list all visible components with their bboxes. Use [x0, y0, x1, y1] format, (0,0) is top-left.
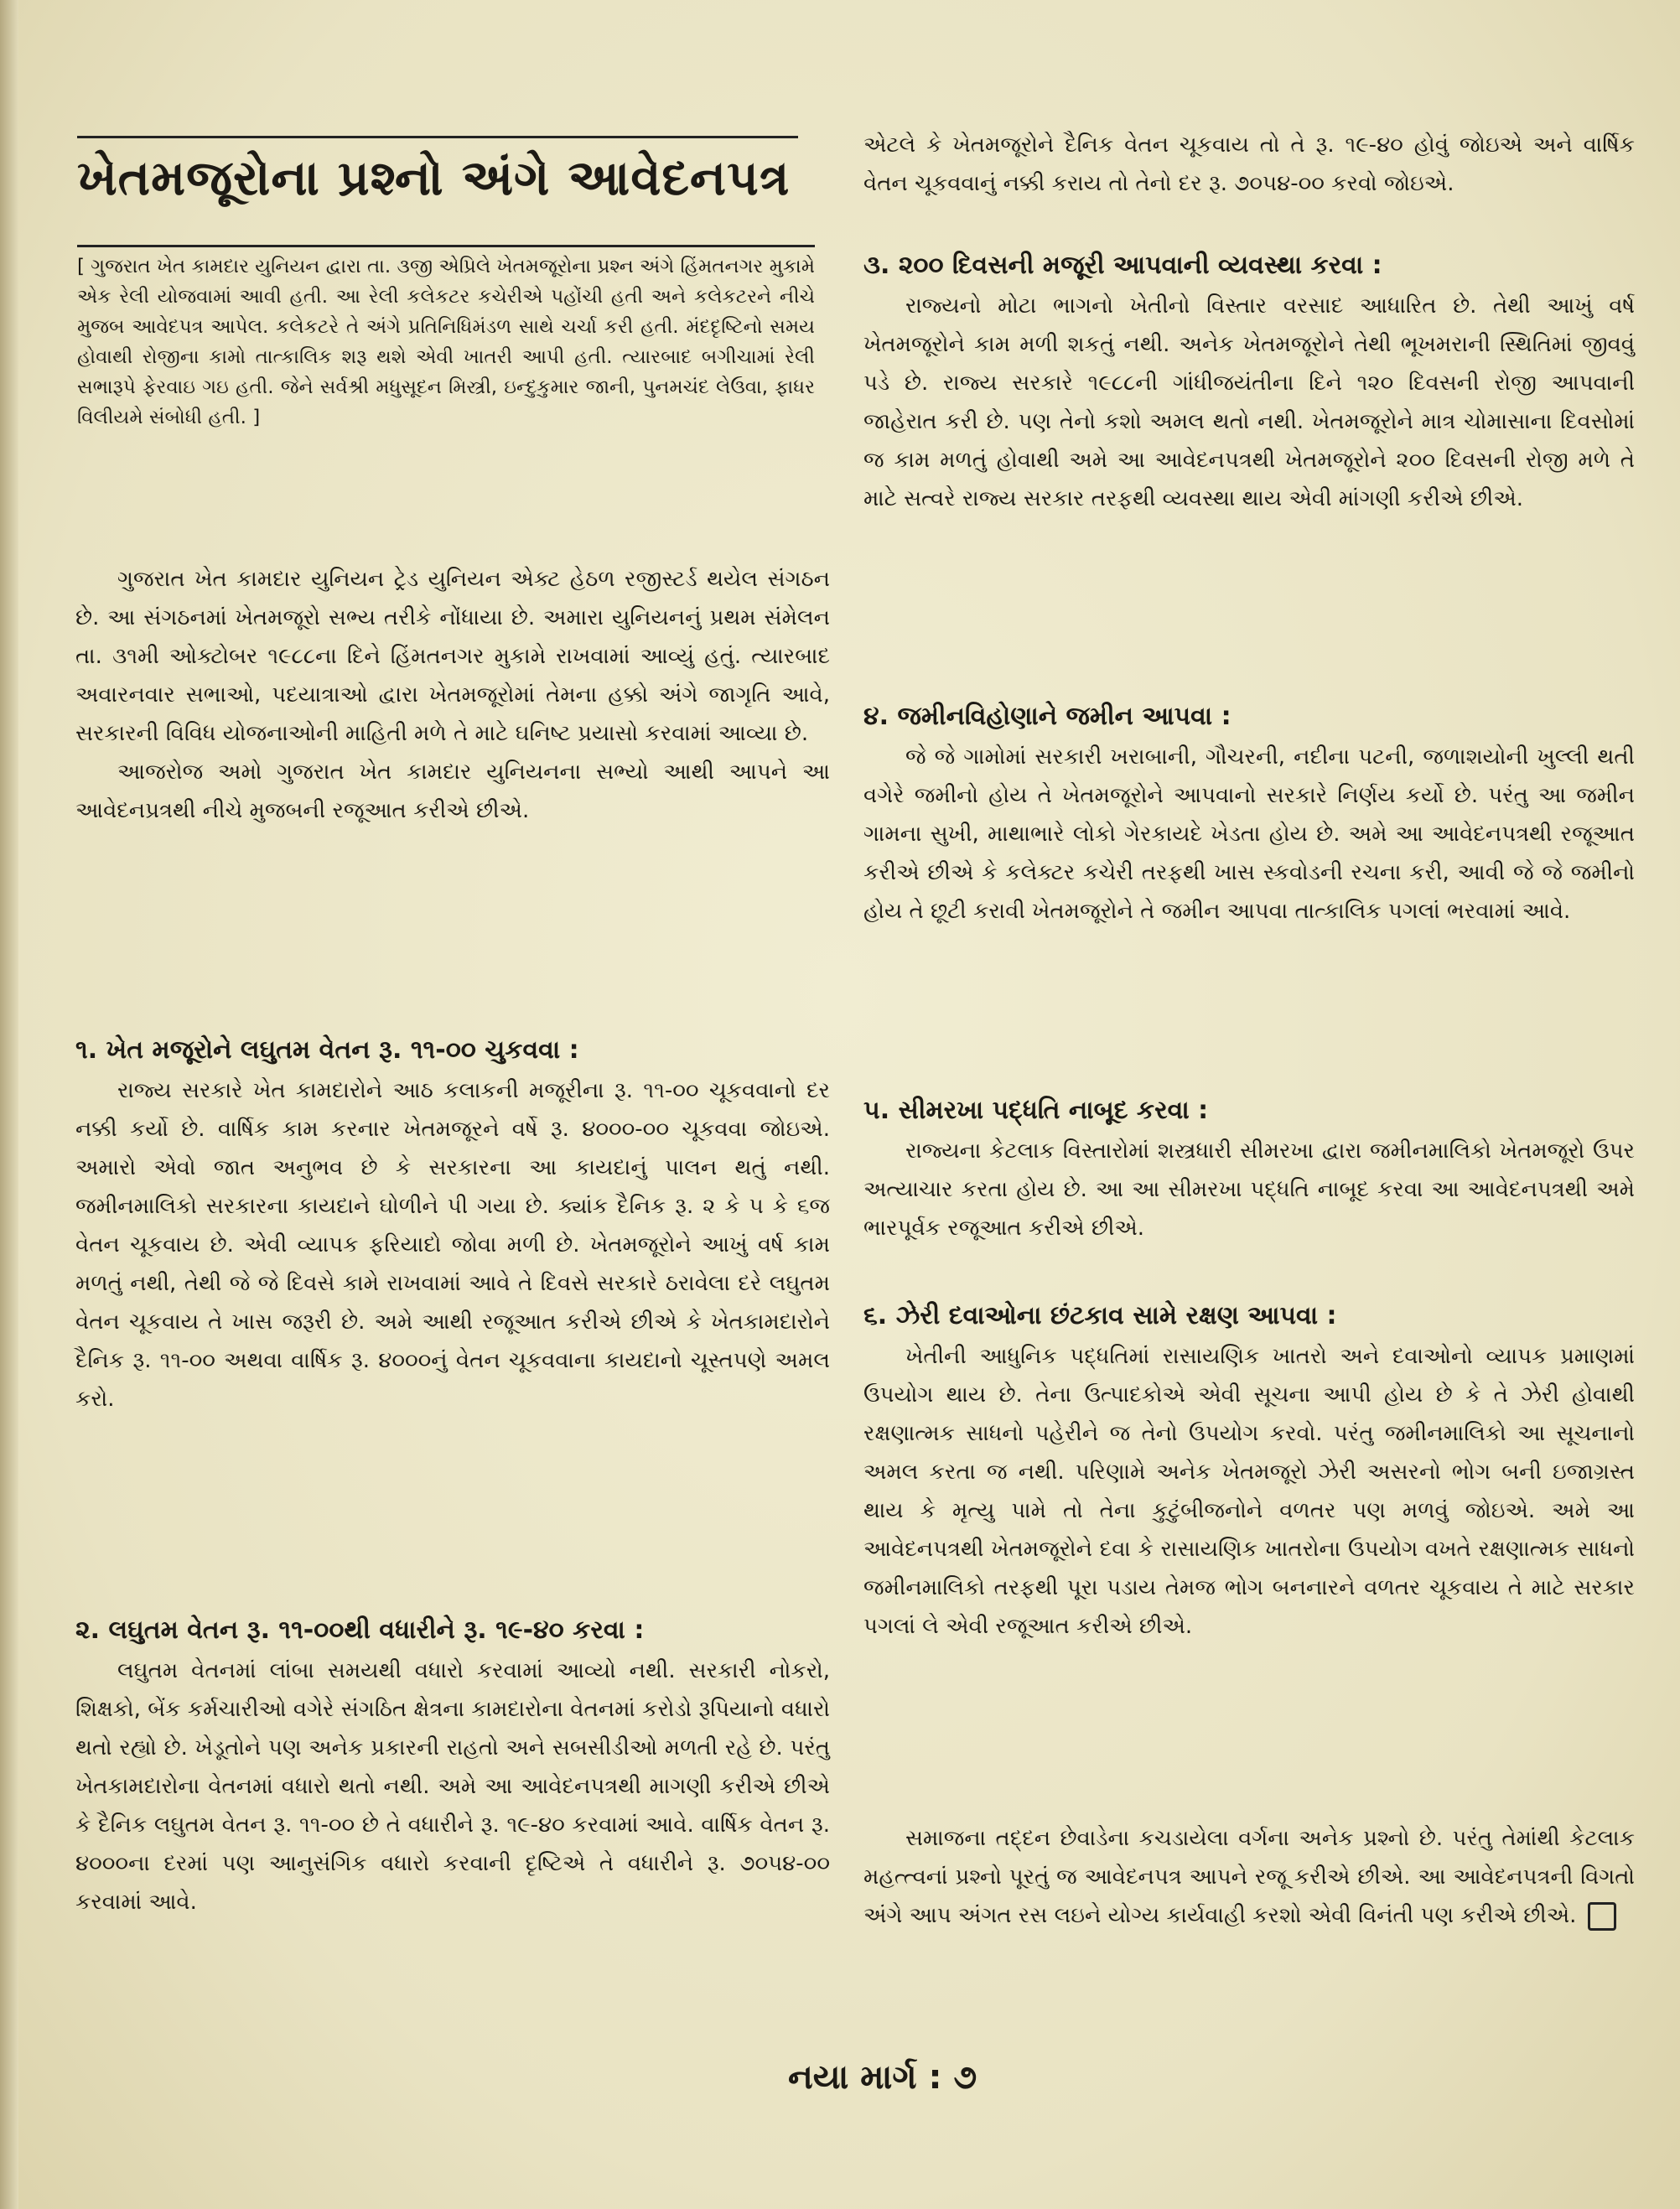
paragraph-union: ગુજરાત ખેત કામદાર યુનિયન ટ્રેડ યુનિયન એક્ટ હેઠળ રજીસ્ટર્ડ થયેલ સંગઠન છે. આ સંગઠનમાં ખેતમજૂરો સભ્ય તરીકે નોંધાયા છે. અમારા યુનિયનનું પ્રથમ સંમેલન તા. ૩૧મી ઓક્ટોબર ૧૯૮૮ના દિને હિંમતનગર મુકામે રાખવામાં આવ્યું હતું. ત્યારબાદ અવારનવાર સભાઓ, પદયાત્રાઓ દ્વારા ખેતમજૂરોમાં તેમના હક્કો અંગે જાગૃતિ આવે, સરકારની વિવિધ યોજનાઓની માહિતી મળે તે માટે ઘનિષ્ટ પ્રયાસો કરવામાં આવ્યા છે. [75, 567, 830, 746]
heading-6: ૬. ઝેરી દવાઓના છંટકાવ સામે રક્ષણ આપવા : [863, 1301, 1337, 1330]
paragraph-1: રાજ્ય સરકારે ખેત કામદારોને આઠ કલાકની મજૂરીના રૂ. ૧૧-૦૦ ચૂકવવાનો દર નક્કી કર્યો છે. વાર્ષિક કામ કરનાર ખેતમજૂરને વર્ષે રૂ. ૪૦૦૦-૦૦ ચૂકવવા જોઇએ. અમારો એવો જાત અનુભવ છે કે સરકારના આ કાયદાનું પાલન થતું નથી. જમીનમાલિકો સરકારના કાયદાને ઘોળીને પી ગયા છે. ક્યાંક દૈનિક રૂ. ૨ કે ૫ કે ૬જ વેતન ચૂકવાય છે. એવી વ્યાપક ફરિયાદો જોવા મળી છે. ખેતમજૂરોને આખું વર્ષ કામ મળતું નથી, તેથી જે જે દિવસે કામે રાખવામાં આવે તે દિવસે સરકારે ઠરાવેલા દરે લઘુતમ વેતન ચૂકવાય તે ખાસ જરૂરી છે. અમે આથી રજૂઆત કરીએ છીએ કે ખેતકામદારોને દૈનિક રૂ. ૧૧-૦૦ અથવા વાર્ષિક રૂ. ૪૦૦૦નું વેતન ચૂકવવાના કાયદાનો ચૂસ્તપણે અમલ કરો. [75, 1078, 830, 1412]
paragraph-closing [863, 1819, 1635, 1935]
section-6 [863, 1295, 1635, 1646]
heading-1: ૧. ખેત મજૂરોને લઘુતમ વેતન રૂ. ૧૧-૦૦ ચુકવવા : [75, 1035, 579, 1065]
section-4 [863, 696, 1635, 931]
paragraph-6: ખેતીની આધુનિક પદ્ધતિમાં રાસાયણિક ખાતરો અને દવાઓનો વ્યાપક પ્રમાણમાં ઉપયોગ થાય છે. તેના ઉત્પાદકોએ એવી સૂચના આપી હોય છે કે તે ઝેરી હોવાથી રક્ષણાત્મક સાધનો પહેરીને જ તેનો ઉપયોગ કરવો. પરંતુ જમીનમાલિકો આ સૂચનાનો અમલ કરતા જ નથી. પરિણામે અનેક ખેતમજૂરો ઝેરી અસરનો ભોગ બની ઇજાગ્રસ્ત થાય કે મૃત્યુ પામે તો તેના કુટુંબીજનોને વળતર પણ મળવું જોઇએ. અમે આ આવેદનપત્રથી ખેતમજૂરોને દવા કે રાસાયણિક ખાતરોના ઉપયોગ વખતે રક્ષણાત્મક સાધનો જમીનમાલિકો તરફથી પૂરા પડાય તેમજ ભોગ બનનારને વળતર ચૂકવાય તે માટે સરકાર પગલાં લે એવી રજૂઆત કરીએ છીએ. [863, 1344, 1635, 1639]
page-footer: નયા માર્ગ : ૭ [788, 2058, 977, 2097]
section-2 [75, 1610, 830, 1921]
end-mark-icon [1588, 1902, 1616, 1931]
heading-2: ૨. લઘુતમ વેતન રૂ. ૧૧-૦૦થી વધારીને રૂ. ૧૯-૪૦ કરવા : [75, 1615, 645, 1645]
paragraph-today: આજરોજ અમો ગુજરાત ખેત કામદાર યુનિયનના સભ્યો આથી આપને આ આવેદનપ્રત્રથી નીચે મુજબની રજૂઆત કરીએ છીએ. [75, 760, 830, 823]
title-bottom-rule [77, 245, 815, 247]
article-intro-note: [ ગુજરાત ખેત કામદાર યુનિયન દ્વારા તા. ૩જી એપ્રિલે ખેતમજૂરોના પ્રશ્ન અંગે હિંમતનગર મુકામે એક રેલી યોજવામાં આવી હતી. આ રેલી કલેકટર કચેરીએ પહોંચી હતી અને કલેકટરને નીચે મુજબ આવેદપત્ર આપેલ. કલેકટરે તે અંગે પ્રતિનિધિમંડળ સાથે ચર્ચા કરી હતી. મંદદૃષ્ટિનો સમય હોવાથી રોજીના કામો તાત્કાલિક શરૂ થશે એવી ખાતરી આપી હતી. ત્યારબાદ બગીચામાં રેલી સભારૂપે ફેરવાઇ ગઇ હતી. જેને સર્વશ્રી મધુસૂદન મિસ્ત્રી, ઇન્દુકુમાર જાની, પુનમચંદ લેઉવા, ફાધર વિલીયમે સંબોધી હતી. ] [77, 256, 815, 428]
section-1 [75, 1029, 830, 1418]
section-2-continued [863, 126, 1635, 203]
paragraph-5: રાજ્યના કેટલાક વિસ્તારોમાં શસ્ત્રધારી સીમરખા દ્વારા જમીનમાલિકો ખેતમજૂરો ઉપર અત્યાચાર કરતા હોય છે. આ આ સીમરખા પદ્ધતિ નાબૂદ કરવા આ આવેદનપત્રથી અમે ભારપૂર્વક રજૂઆત કરીએ છીએ. [863, 1138, 1635, 1241]
heading-5: ૫. સીમરખા પદ્ધતિ નાબૂદ કરવા : [863, 1096, 1209, 1125]
heading-4: ૪. જમીનવિહોણાને જમીન આપવા : [863, 702, 1231, 731]
section-union [75, 560, 830, 830]
paragraph-2: લઘુતમ વેતનમાં લાંબા સમયથી વધારો કરવામાં આવ્યો નથી. સરકારી નોકરો, શિક્ષકો, બેંક કર્મચારીઓ વગેરે સંગઠિત ક્ષેત્રના કામદારોના વેતનમાં કરોડો રૂપિયાનો વધારો થતો રહ્યો છે. ખેડૂતોને પણ અનેક પ્રકારની રાહતો અને સબસીડીઓ મળતી રહે છે. પરંતુ ખેતકામદારોના વેતનમાં વધારો થતો નથી. અમે આ આવેદનપત્રથી માગણી કરીએ છીએ કે દૈનિક લઘુતમ વેતન રૂ. ૧૧-૦૦ છે તે વધારીને રૂ. ૧૯-૪૦ કરવામાં આવે. વાર્ષિક વેતન રૂ. ૪૦૦૦ના દરમાં પણ આનુસંગિક વધારો કરવાની દૃષ્ટિએ તે વધારીને રૂ. ૭૦૫૪-૦૦ કરવામાં આવે. [75, 1658, 830, 1915]
section-3 [863, 245, 1635, 518]
section-5 [863, 1090, 1635, 1247]
article-title: ખેતમજૂરોના પ્રશ્નો અંગે આવેદનપત્ર [77, 149, 791, 206]
paragraph-2-continued: એટલે કે ખેતમજૂરોને દૈનિક વેતન ચૂકવાય તો તે રૂ. ૧૯-૪૦ હોવું જોઇએ અને વાર્ષિક વેતન ચૂકવવાનું નક્કી કરાય તો તેનો દર રૂ. ૭૦૫૪-૦૦ કરવો જોઇએ. [863, 132, 1635, 196]
section-closing [863, 1819, 1635, 1935]
heading-3: ૩. ૨૦૦ દિવસની મજૂરી આપવાની વ્યવસ્થા કરવા : [863, 251, 1382, 280]
paragraph-4: જે જે ગામોમાં સરકારી ખરાબાની, ગૌચરની, નદીના પટની, જળાશયોની ખુલ્લી થતી વગેરે જમીનો હોય તે ખેતમજૂરોને આપવાનો સરકારે નિર્ણય કર્યો છે. પરંતુ આ જમીન ગામના સુખી, માથાભારે લોકો ગેરકાયદે ખેડતા હોય છે. અમે આ આવેદનપત્રથી રજૂઆત કરીએ છીએ કે કલેક્ટર કચેરી તરફથી ખાસ સ્કવોડની રચના કરી, આવી જે જે જમીનો હોય તે છૂટી કરાવી ખેતમજૂરોને તે જમીન આપવા તાત્કાલિક પગલાં ભરવામાં આવે. [863, 744, 1635, 924]
paragraph-3: રાજ્યનો મોટા ભાગનો ખેતીનો વિસ્તાર વરસાદ આધારિત છે. તેથી આખું વર્ષ ખેતમજૂરોને કામ મળી શકતું નથી. અનેક ખેતમજૂરોને તેથી ભૂખમરાની સ્થિતિમાં જીવવું પડે છે. રાજ્ય સરકારે ૧૯૮૮ની ગાંધીજયંતીના દિને ૧૨૦ દિવસની રોજી આપવાની જાહેરાત કરી છે. પણ તેનો કશો અમલ થતો નથી. ખેતમજૂરોને માત્ર ચોમાસાના દિવસોમાં જ કામ મળતું હોવાથી અમે આ આવેદનપત્રથી ખેતમજૂરોને ૨૦૦ દિવસની રોજી મળે તે માટે સત્વરે રાજ્ય સરકાર તરફથી વ્યવસ્થા થાય એવી માંગણી કરીએ છીએ. [863, 293, 1635, 511]
page-edge-shadow [0, 0, 18, 2209]
title-top-rule [77, 136, 798, 138]
closing-text: સમાજના તદ્દન છેવાડેના કચડાયેલા વર્ગના અનેક પ્રશ્નો છે. પરંતુ તેમાંથી કેટલાક મહત્ત્વનાં પ્રશ્નો પૂરતું જ આવેદનપત્ર આપને રજૂ કરીએ છીએ. આ આવેદનપત્રની વિગતો અંગે આપ અંગત રસ લઇને યોગ્ય કાર્યવાહી કરશો એવી વિનંતી પણ કરીએ છીએ. [863, 1826, 1635, 1928]
